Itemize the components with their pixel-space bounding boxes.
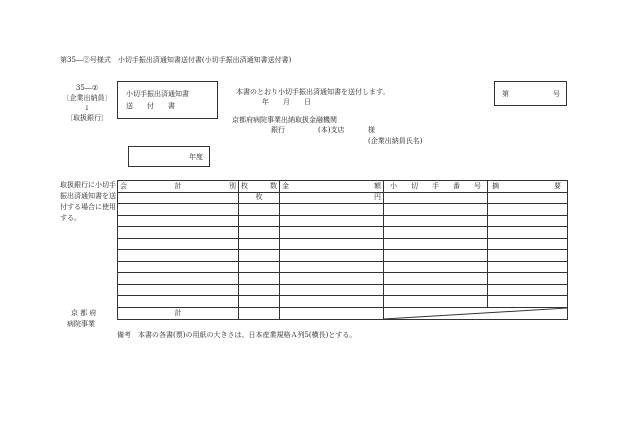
header-account: 会 計 別 xyxy=(118,181,239,193)
table-row xyxy=(118,261,568,273)
check-table xyxy=(117,180,568,320)
unit-count: 枚 xyxy=(239,192,280,204)
addressee-branch: (本)支店 xyxy=(318,126,345,134)
header-count: 枚 数 xyxy=(239,181,280,193)
sender-name-label: (企業出納員氏名) xyxy=(368,137,423,145)
table-row xyxy=(118,204,568,216)
table-row xyxy=(118,284,568,296)
addressee-bank: 銀行 xyxy=(271,126,285,134)
table-row xyxy=(118,215,568,227)
fiscal-year-label: 年度 xyxy=(189,153,203,161)
table-header-row xyxy=(118,181,568,193)
usage-note: 取扱銀行に小切手振出済通知書を送付する場合に使用する。 xyxy=(60,181,116,222)
from-label: 〔企業出納員〕 xyxy=(62,94,112,102)
number-suffix: 号 xyxy=(553,90,560,98)
arrow-icon: ↓ xyxy=(84,104,90,112)
header-remarks: 摘 要 xyxy=(488,181,568,193)
to-label: 〔取扱銀行〕 xyxy=(66,114,108,122)
table-row xyxy=(118,273,568,285)
title-line2: 送 付 書 xyxy=(126,102,175,110)
fiscal-year-box xyxy=(128,146,210,167)
total-diagonal-cell xyxy=(384,307,568,319)
header-check-number: 小 切 手 番 号 xyxy=(384,181,488,193)
header-amount: 金 額 xyxy=(280,181,384,193)
table-row xyxy=(118,227,568,239)
message-text: 本書のとおり小切手振出済通知書を送付します。 xyxy=(236,88,390,96)
form-title: 第35―②号様式 小切手振出済通知書送付書(小切手振出済通知書送付書) xyxy=(60,56,292,64)
footnote: 備考 本書の各書(票)の用紙の大きさは、日本産業規格Ａ列5(横長)とする。 xyxy=(117,331,357,339)
unit-amount: 円 xyxy=(280,192,384,204)
title-line1: 小切手振出済通知書 xyxy=(126,90,189,98)
org-label-line2: 病院事業 xyxy=(67,320,95,328)
addressee-org: 京都府病院事業出納取扱金融機関 xyxy=(232,116,337,124)
table-row xyxy=(118,250,568,262)
document-number-box xyxy=(494,81,567,106)
table-row xyxy=(118,296,568,308)
total-label: 計 xyxy=(118,307,239,319)
number-prefix: 第 xyxy=(502,90,509,98)
org-label-line1: 京 都 府 xyxy=(71,309,97,317)
table-row xyxy=(118,238,568,250)
total-row xyxy=(118,307,568,319)
addressee-honorific: 様 xyxy=(368,126,375,134)
form-number: 35―② xyxy=(75,84,99,92)
diagonal-line xyxy=(384,308,568,319)
title-box xyxy=(117,81,218,119)
date-line: 年 月 日 xyxy=(262,98,311,106)
table-row xyxy=(118,192,568,204)
